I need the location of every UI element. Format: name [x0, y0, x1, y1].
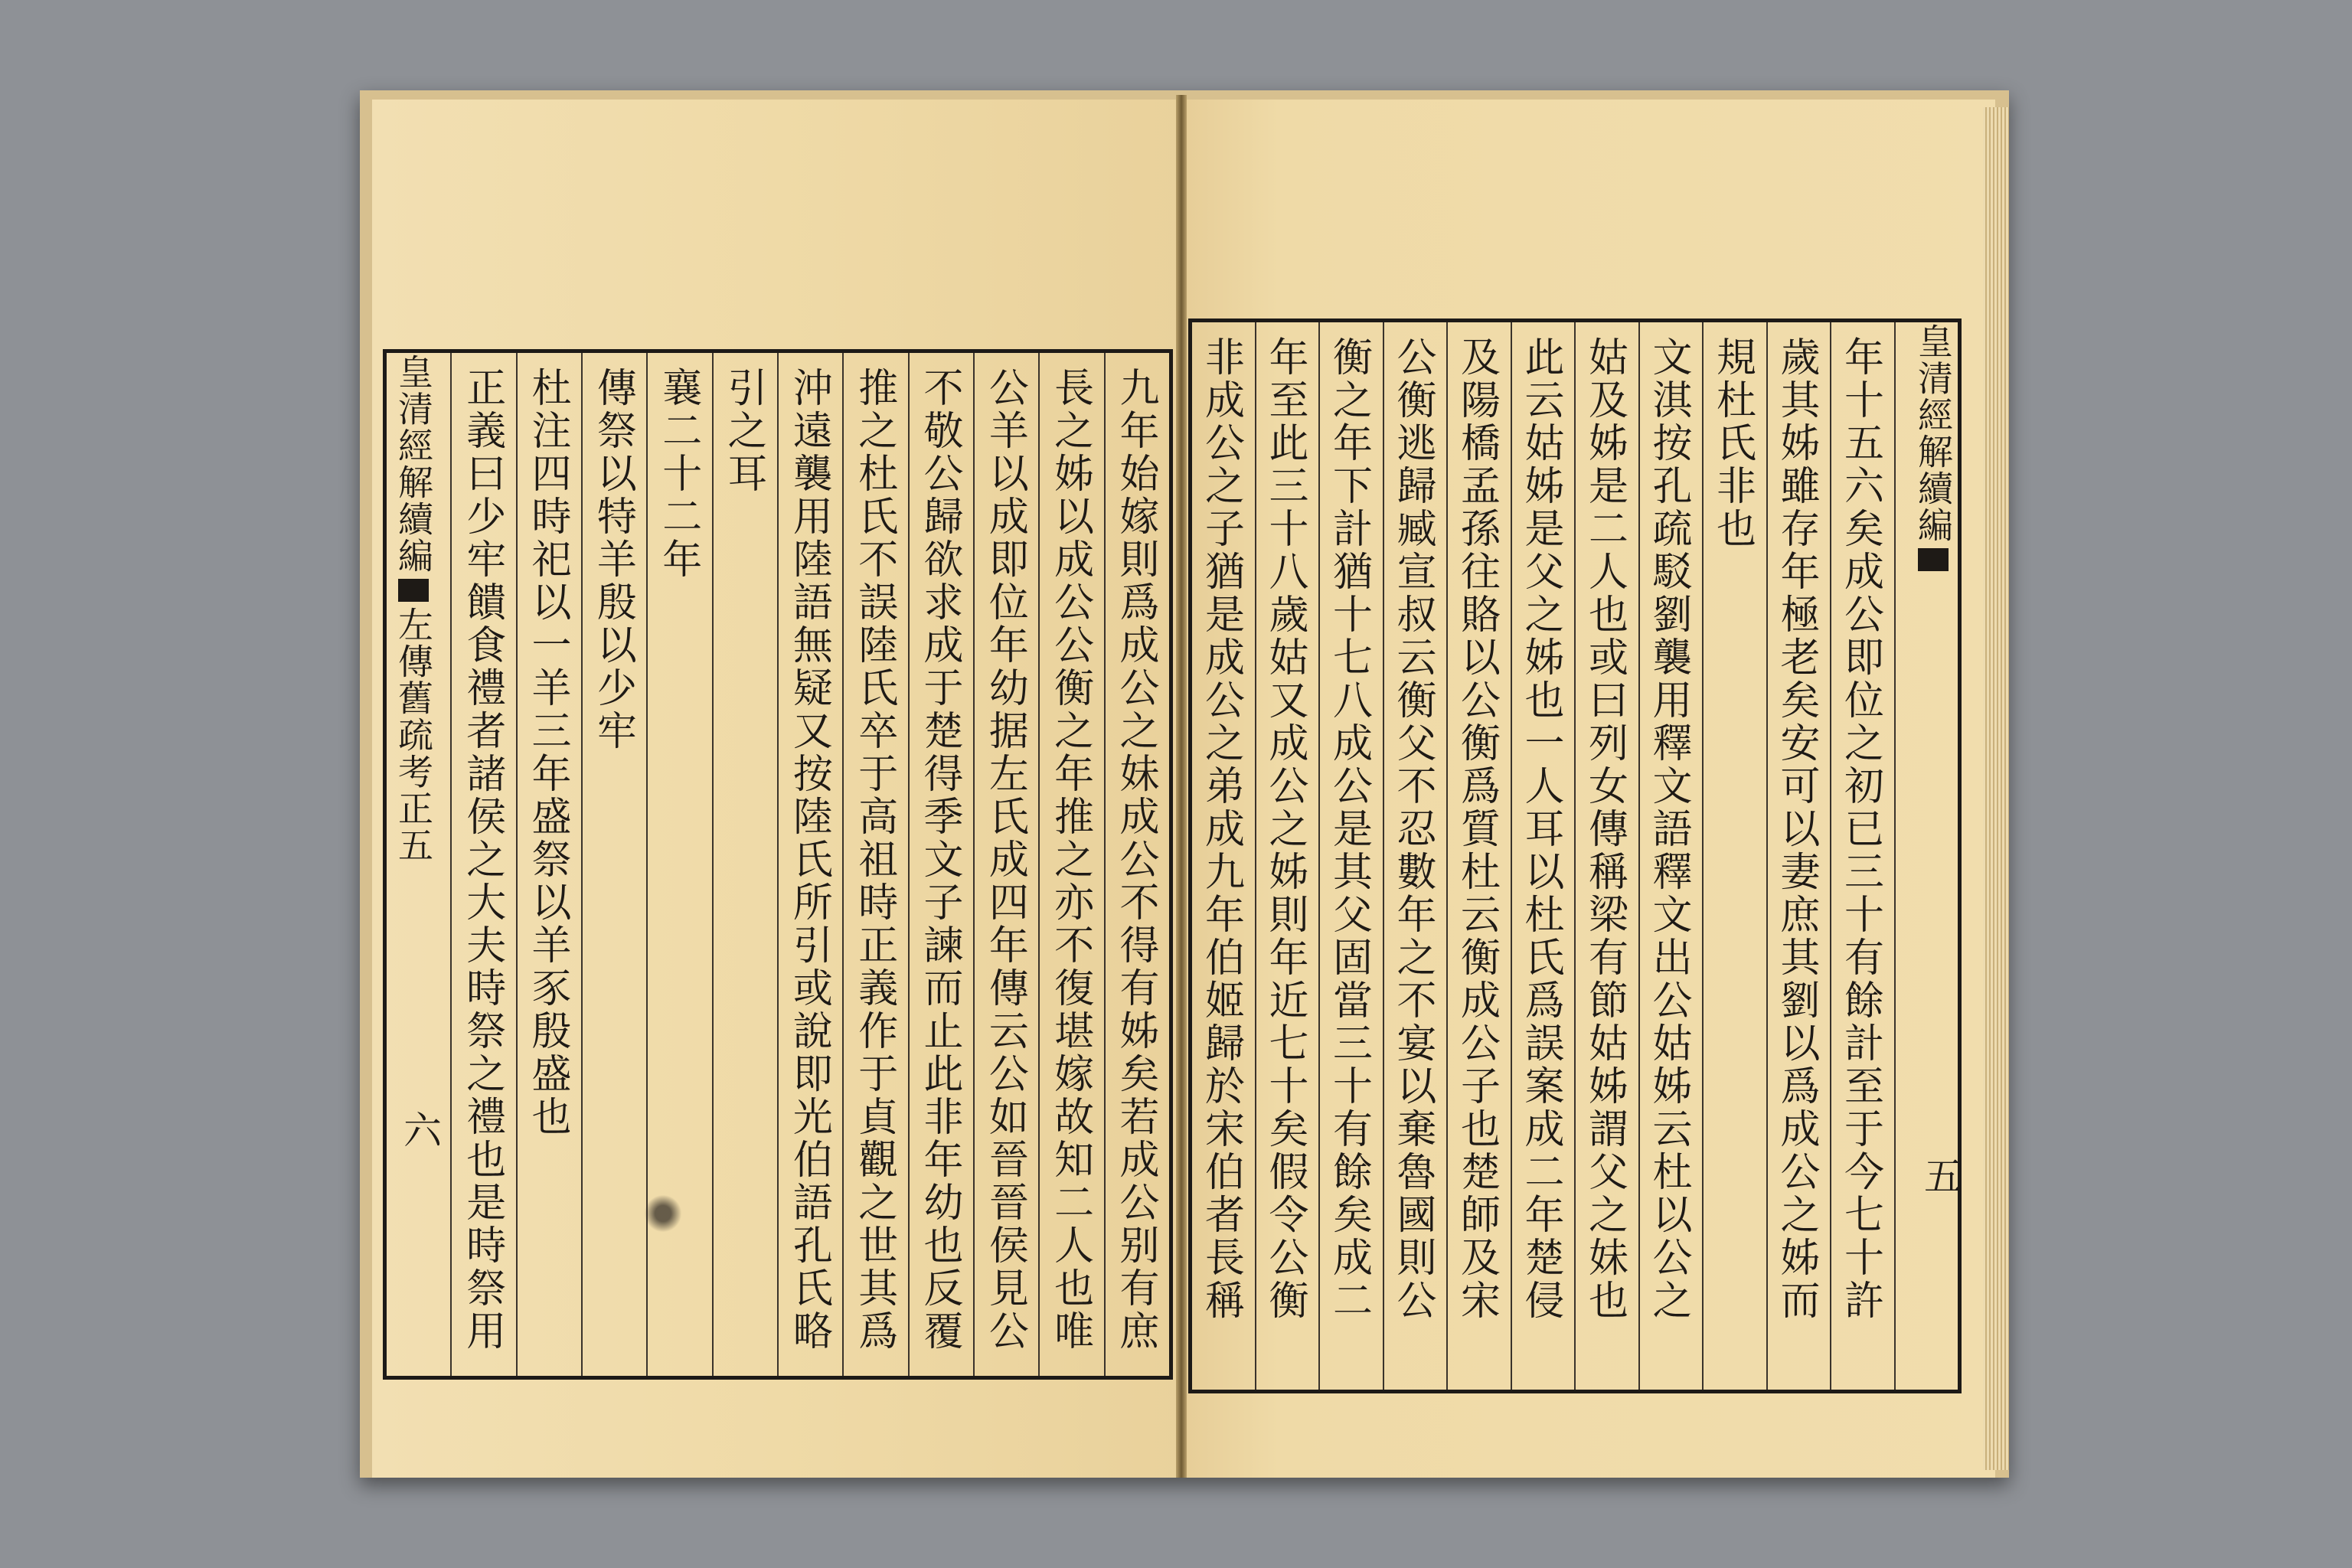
right-folio-number: 五: [1918, 1156, 1962, 1194]
right-spine-title: 皇清經解續編: [1913, 323, 1954, 544]
left-page-text-column: 推之杜氏不誤陸氏卒于高祖時正義作于貞觀之世其爲: [842, 353, 907, 1376]
left-page-text-column: 襄二十二年: [646, 353, 711, 1376]
right-page-text-column: 公衡逃歸臧宣叔云衡父不忍數年之不宴以棄魯國則公: [1383, 322, 1447, 1390]
right-page-text-column: 文淇按孔疏駁劉襲用釋文語釋文出公姑姊云杜以公之: [1638, 322, 1703, 1390]
left-page-text-column: 傳祭以特羊殷以少牢: [581, 353, 646, 1376]
right-page-text-column: 衡之年下計猶十七八成公是其父固當三十有餘矣成二: [1318, 322, 1383, 1390]
right-columns: [1192, 322, 1958, 1390]
ink-stain: [645, 1194, 681, 1233]
left-columns: [387, 353, 1169, 1376]
right-page-text-column: 規杜氏非也: [1702, 322, 1766, 1390]
left-folio-number: 六: [397, 1110, 442, 1148]
left-page-text-column: 九年始嫁則爲成公之妹成公不得有姊矣若成公别有庶: [1104, 353, 1169, 1376]
right-page-text-column: 歲其姊雖存年極老矣安可以妻庶其劉以爲成公之姊而: [1766, 322, 1831, 1390]
right-page-text-column: 年十五六矣成公即位之初已三十有餘計至于今七十許: [1830, 322, 1894, 1390]
left-page-text-column: 沖遠襲用陸語無疑又按陸氏所引或說即光伯語孔氏略: [777, 353, 842, 1376]
right-page-text-column: 年至此三十八歲姑又成公之姊則年近七十矣假令公衡: [1255, 322, 1319, 1390]
left-page-text-column: 公羊以成即位年幼据左氏成四年傳云公如晉晉侯見公: [973, 353, 1038, 1376]
left-page-text-column: 長之姊以成公公衡之年推之亦不復堪嫁故知二人也唯: [1038, 353, 1103, 1376]
left-spine-label: [385, 354, 439, 1372]
book-gutter: [1176, 95, 1187, 1478]
right-spine-label: [1905, 323, 1958, 1387]
left-text-frame: [383, 349, 1173, 1380]
right-page-text-column: 姑及姊是二人也或曰列女傳稱梁有節姑姊謂父之妹也: [1574, 322, 1638, 1390]
fish-tail-mark: [1918, 548, 1949, 571]
left-page-text-column: 不敬公歸欲求成于楚得季文子諫而止此非年幼也反覆: [908, 353, 973, 1376]
left-page-text-column: 杜注四時祀以一羊三年盛祭以羊豕殷盛也: [516, 353, 581, 1376]
right-page-text-column: 非成公之子猶是成公之弟成九年伯姬歸於宋伯者長稱: [1197, 336, 1244, 1322]
page-edges: [1983, 107, 2009, 1470]
right-page-text-column: 此云姑姊是父之姊也一人耳以杜氏爲誤案成二年楚侵: [1511, 322, 1575, 1390]
fish-tail-mark: [398, 579, 429, 602]
left-spine-subtitle: 左傳舊疏考正五: [393, 606, 434, 864]
right-text-frame: [1188, 318, 1962, 1393]
right-page-text-column: 及陽橋孟孫往賂以公衡爲質杜云衡成公子也楚師及宋: [1446, 322, 1511, 1390]
left-page-text-column: 引之耳: [712, 353, 777, 1376]
left-spine-title: 皇清經解續編: [393, 354, 434, 574]
left-page-text-column: 正義曰少牢饋食禮者諸侯之大夫時祭之禮也是時祭用: [450, 353, 515, 1376]
